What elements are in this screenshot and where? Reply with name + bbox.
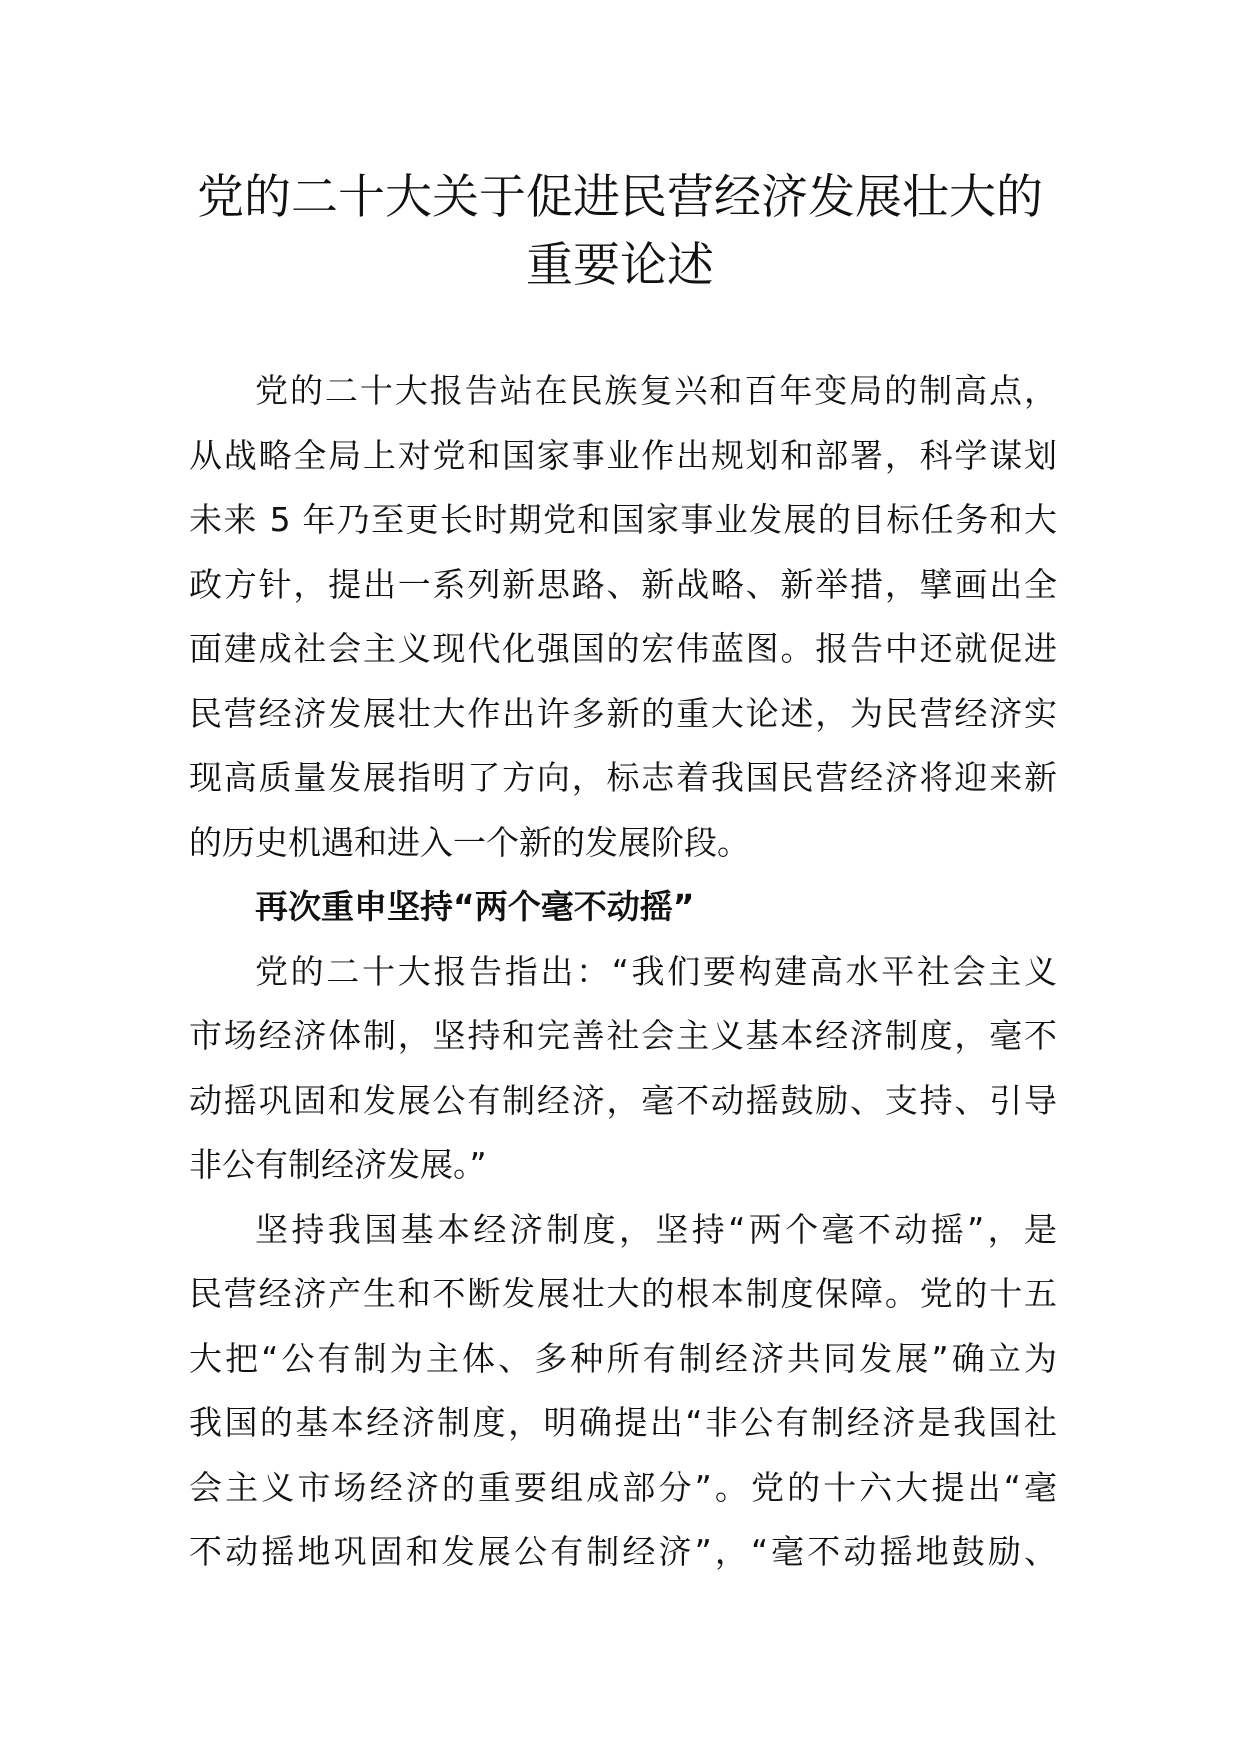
paragraph-line: 民营经济产生和不断发展壮大的根本制度保障。党的十五 bbox=[189, 1274, 1057, 1313]
paragraph-line: 党的二十大报告站在民族复兴和百年变局的制高点， bbox=[255, 371, 1057, 410]
title-line: 党的二十大关于促进民营经济发展壮大的 bbox=[197, 170, 1043, 225]
section-heading: 再次重申坚持“两个毫不动摇” bbox=[255, 887, 695, 926]
paragraph-line: 民营经济发展壮大作出许多新的重大论述，为民营经济实 bbox=[189, 693, 1057, 733]
title-line: 重要论述 bbox=[526, 238, 714, 293]
paragraph-line: 非公有制经济发展。” bbox=[189, 1145, 487, 1184]
paragraph-line: 面建成社会主义现代化强国的宏伟蓝图。报告中还就促进 bbox=[189, 629, 1057, 668]
paragraph-line: 我国的基本经济制度，明确提出“非公有制经济是我国社 bbox=[189, 1403, 1057, 1442]
paragraph-line: 大把“公有制为主体、多种所有制经济共同发展”确立为 bbox=[189, 1338, 1057, 1378]
paragraph-line: 不动摇地巩固和发展公有制经济”，“毫不动摇地鼓励、 bbox=[189, 1532, 1057, 1571]
paragraph-line: 的历史机遇和进入一个新的发展阶段。 bbox=[189, 822, 750, 862]
paragraph-line: 会主义市场经济的重要组成部分”。党的十六大提出“毫 bbox=[189, 1467, 1057, 1507]
paragraph-line: 未来 5 年乃至更长时期党和国家事业发展的目标任务和大 bbox=[189, 500, 1057, 539]
paragraph-line: 坚持我国基本经济制度，坚持“两个毫不动摇”，是 bbox=[255, 1209, 1057, 1249]
paragraph-line: 现高质量发展指明了方向，标志着我国民营经济将迎来新 bbox=[189, 758, 1057, 797]
document-body bbox=[189, 359, 1057, 1585]
paragraph-line: 党的二十大报告指出：“我们要构建高水平社会主义 bbox=[255, 951, 1057, 991]
paragraph-line: 动摇巩固和发展公有制经济，毫不动摇鼓励、支持、引导 bbox=[189, 1080, 1057, 1120]
paragraph-line: 政方针，提出一系列新思路、新战略、新举措，擘画出全 bbox=[189, 564, 1057, 604]
paragraph-line: 从战略全局上对党和国家事业作出规划和部署，科学谋划 bbox=[189, 435, 1057, 475]
paragraph-line: 市场经济体制，坚持和完善社会主义基本经济制度，毫不 bbox=[189, 1016, 1057, 1055]
document-title bbox=[170, 164, 1070, 300]
